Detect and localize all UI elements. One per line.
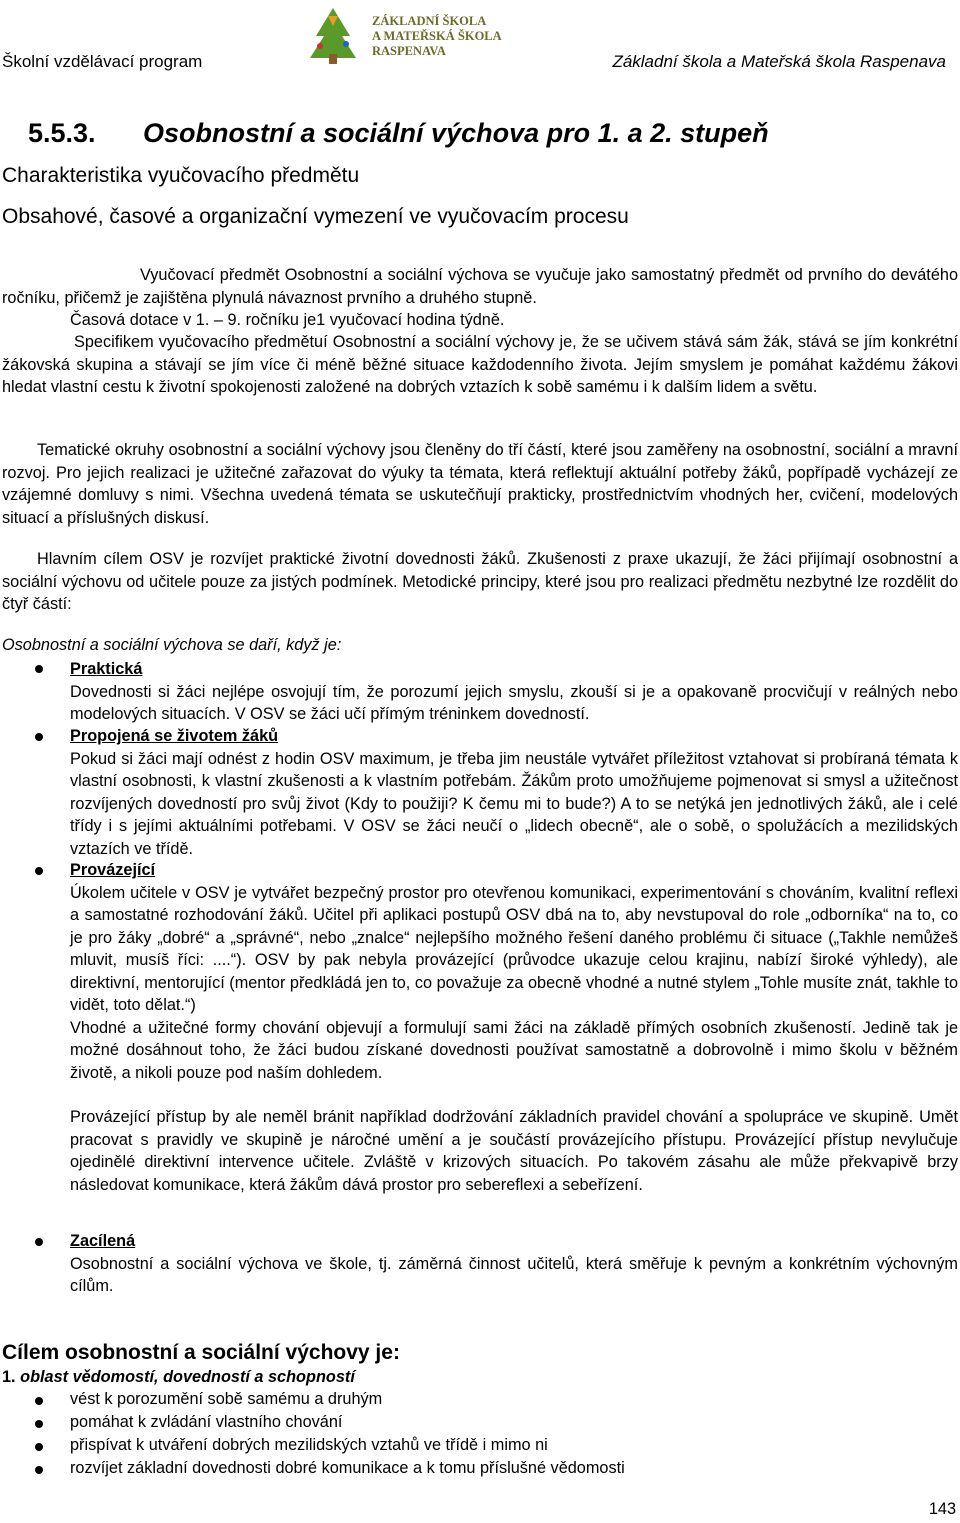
area-heading: [2, 1368, 355, 1387]
principle-text-2: Vhodné a užitečné formy chování objevují a formulují sami žáci na základě přímých osobních zkušeností. Jedině tak je možné dosáhnout toho, že žáci budou získané dovednosti používat samostatně a dobrovolně i mimo školu v běžném životě, a nikoli pouze pod naším dohledem.: [70, 1018, 958, 1082]
goal-item: vést k porozumění sobě samému a druhým: [70, 1390, 383, 1408]
page-number: 143: [928, 1500, 956, 1518]
subtitle-characteristics: Charakteristika vyučovacího předmětu: [2, 164, 360, 187]
success-heading: Osobnostní a sociální výchova se daří, když je:: [2, 636, 342, 654]
principle-targeted: [70, 1230, 958, 1298]
goal-item: pomáhat k zvládání vlastního chování: [70, 1413, 343, 1431]
header-school-program: Školní vzdělávací program: [2, 52, 203, 71]
principle-connected: [70, 725, 958, 860]
header-school-name: Základní škola a Mateřská škola Raspenava: [612, 52, 946, 71]
goal-item: rozvíjet základní dovednosti dobré komunikace a k tomu příslušné vědomosti: [70, 1459, 625, 1477]
subtitle-scope: Obsahové, časové a organizační vymezení ve vyučovacím procesu: [2, 205, 629, 228]
goal-item: přispívat k utváření dobrých mezilidských vztahů ve třídě i mimo ni: [70, 1436, 548, 1454]
principle-practical: [70, 658, 958, 726]
logo-line-2: A MATEŘSKÁ ŠKOLA: [372, 29, 502, 43]
bullet-icon: [35, 1397, 43, 1405]
principle-title: Praktická: [70, 660, 143, 678]
section-heading: [28, 118, 769, 149]
logo-line-1: ZÁKLADNÍ ŠKOLA: [372, 14, 487, 28]
paragraph-intro: Vyučovací předmět Osobnostní a sociální výchova se vyučuje jako samostatný předmět od prvního do devátého ročníku, přičemž je zajištěna plynulá návaznost prvního a druhého stupně.: [2, 266, 958, 307]
principle-text: Dovednosti si žáci nejlépe osvojují tím, že porozumí jejich smyslu, zkouší si je a opakovaně procvičují v reálných nebo modelových situacích. V OSV se žáci učí přímým tréninkem dovedností.: [70, 682, 958, 723]
goals-heading: Cílem osobnostní a sociální výchovy je:: [2, 1341, 400, 1364]
principle-title: Provázející: [70, 861, 156, 879]
bullet-icon: [35, 867, 43, 875]
bullet-icon: [35, 1443, 43, 1451]
section-title: Osobnostní a sociální výchova pro 1. a 2. stupeň: [143, 118, 769, 148]
area-number: 1.: [2, 1368, 16, 1386]
bullet-icon: [35, 1420, 43, 1428]
principle-title: Propojená se životem žáků: [70, 727, 279, 745]
section-number: 5.5.3.: [28, 118, 96, 148]
principle-title: Zacílená: [70, 1232, 136, 1250]
principle-text: Úkolem učitele v OSV je vytvářet bezpečný prostor pro otevřenou komunikaci, experimentování s chováním, kvalitní reflexi a samostatné rozhodování žáků. Učitel při aplikaci postupů OSV dbá na to, aby nevstupoval do role „odborníka“ na to, co je pro žáky „dobré“ a „správné“, nebo „znalce“ nejlepšího možného řešení daného problému či situace („Takhle nemůžeš mluvit, musíš říci: ....“). OSV by pak nebyla provázející (průvodce ukazuje celou krajinu, nabízí široké výhledy), ale direktivní, mentorující (mentor předkládá jen to, co považuje za obecně vhodné a nutné stylem „Tohle musíte znát, takhle to vidět, toto dělat.“): [70, 883, 958, 1014]
area-title: oblast vědomostí, dovedností a schopností: [20, 1368, 355, 1386]
bullet-icon: [35, 733, 43, 741]
bullet-icon: [35, 1466, 43, 1474]
paragraph-time-allocation: Časová dotace v 1. – 9. ročníku je1 vyučovací hodina týdně.: [70, 311, 505, 329]
paragraph-goal: Hlavním cílem OSV je rozvíjet praktické životní dovednosti žáků. Zkušenosti z praxe ukazují, že žáci přijímají osobnostní a sociální výchovu od učitele pouze za jistých podmínek. Metodické principy, které jsou pro realizaci předmětu nezbytné lze rozdělit do čtyř částí:: [2, 550, 958, 613]
bullet-icon: [35, 1238, 43, 1246]
principle-text: Pokud si žáci mají odnést z hodin OSV maximum, je třeba jim neustále vytvářet příležitost vztahovat si probíraná témata k vlastní osobnosti, k vlastní zkušenosti a k vlastním potřebám. Žákům proto umožňujeme pojmenovat si smysl a užitečnost rozvíjených dovedností pro svůj život (Kdy to použiji? K čemu mi to bude?) A to se netýká jen jednotlivých žáků, ale i celé třídy i s jejími aktuálními potřebami. V OSV se žáci neučí o „lidech obecně“, ale o sobě, o spolužácích a mezilidských vztazích ve třídě.: [70, 749, 958, 858]
school-logo: [298, 6, 528, 66]
principle-text: Osobnostní a sociální výchova ve škole, tj. záměrná činnost učitelů, která směřuje k pevným a konkrétním výchovným cílům.: [70, 1254, 958, 1295]
principle-text-3: Provázející přístup by ale neměl bránit například dodržování základních pravidel chování a spolupráce ve skupině. Umět pracovat s pravidly ve skupině je náročné umění a je součástí provázejícího přístupu. Provázející přístup nevylučuje ojedinělé direktivní intervence učitele. Zvláště v krizových situacích. Po takovém zásahu ale může překvapivě brzy následovat komunikace, která žákům dává prostor pro sebereflexi a sebeřízení.: [70, 1108, 958, 1194]
logo-line-3: RASPENAVA: [372, 44, 446, 58]
principle-accompanying: [70, 859, 958, 1196]
paragraph-topics: Tematické okruhy osobnostní a sociální výchovy jsou členěny do tří částí, které jsou zaměřeny na osobnostní, sociální a mravní rozvoj. Pro jejich realizaci je užitečné zařazovat do výuky ta témata, která reflektují aktuální potřeby žáků, popřípadě vycházejí ze vzájemné domluvy s nimi. Všechna uvedená témata se uskutečňují prakticky, prostřednictvím vhodných her, cvičení, modelových situací a příslušných diskusí.: [2, 441, 958, 527]
bullet-icon: [35, 665, 43, 673]
tree-logo-icon: [298, 6, 368, 66]
paragraph-specifics: Specifikem vyučovacího předmětuí Osobnostní a sociální výchovy je, že se učivem stává sám žák, stává se jím konkrétní žákovská skupina a stávají se jím více či méně běžné situace každodenního života. Jejím smyslem je pomáhat každému žákovi hledat vlastní cestu k životní spokojenosti založené na dobrých vztazích k sobě samému i k dalším lidem a světu.: [2, 333, 958, 396]
